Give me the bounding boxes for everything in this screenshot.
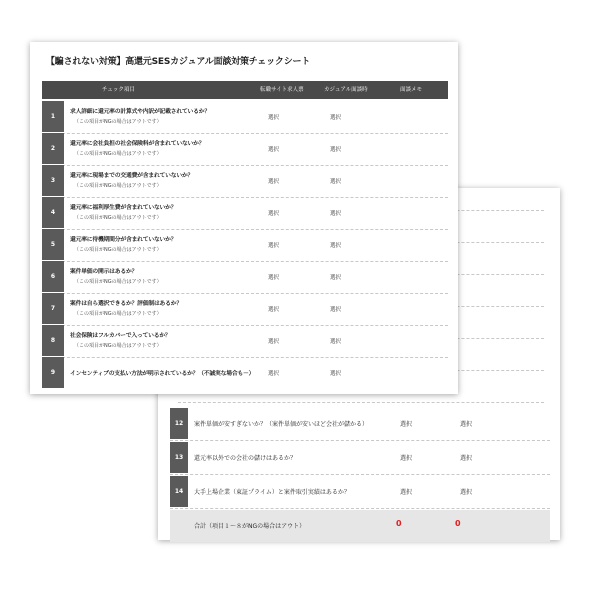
select-interview[interactable]: 選択: [330, 275, 342, 281]
select-site[interactable]: 選択: [268, 147, 280, 153]
table-row: [42, 229, 448, 262]
total-site: 0: [396, 519, 402, 528]
check-item: 還元率に会社負担の社会保険料が含まれていないか？: [70, 141, 205, 147]
table-row: [170, 476, 550, 509]
row-number: 5: [42, 229, 64, 260]
table-row: [42, 197, 448, 230]
check-item: 還元率に現場までの交通費が含まれていないか？: [70, 173, 194, 179]
select-site[interactable]: 選択: [268, 371, 280, 377]
select-site[interactable]: 選択: [268, 179, 280, 185]
check-item: 案件単価が安すぎないか？（案件単価が安いほど会社が儲かる）: [194, 421, 369, 428]
front-sheet: [30, 42, 458, 394]
select-interview[interactable]: 選択: [330, 147, 342, 153]
total-row: [170, 510, 550, 542]
select-site[interactable]: 選択: [268, 115, 280, 121]
table-row: [42, 133, 448, 166]
header-check-item: チェック項目: [102, 87, 135, 93]
total-label: 合計（項目１～８がNGの場合はアウト）: [194, 523, 306, 530]
check-note: （この項目がNGの場合はアウトです）: [74, 119, 162, 125]
check-item: 還元率以外での会社の儲けはあるか？: [194, 455, 297, 462]
select-interview[interactable]: 選択: [330, 339, 342, 345]
table-row: [170, 442, 550, 475]
select-site[interactable]: 選択: [268, 211, 280, 217]
select-site[interactable]: 選択: [400, 489, 413, 496]
select-site[interactable]: 選択: [268, 275, 280, 281]
row-number: 7: [42, 293, 64, 324]
check-note: （この項目がNGの場合はアウトです）: [74, 279, 162, 285]
row-number: 3: [42, 165, 64, 196]
select-interview[interactable]: 選択: [460, 489, 473, 496]
check-note: （この項目がNGの場合はアウトです）: [74, 215, 162, 221]
row-number: 13: [170, 442, 188, 473]
row-number: 2: [42, 133, 64, 164]
total-interview: 0: [455, 519, 461, 528]
select-interview[interactable]: 選択: [330, 243, 342, 249]
select-site[interactable]: 選択: [268, 339, 280, 345]
select-site[interactable]: 選択: [400, 421, 413, 428]
select-interview[interactable]: 選択: [330, 371, 342, 377]
divider: [178, 402, 544, 403]
row-number: 1: [42, 101, 64, 132]
table-row: [42, 165, 448, 198]
row-number: 9: [42, 357, 64, 388]
table-row: [42, 293, 448, 326]
check-item: 案件単価の開示はあるか？: [70, 269, 138, 275]
table-row: [42, 261, 448, 294]
table-row: [170, 408, 550, 441]
select-site[interactable]: 選択: [268, 307, 280, 313]
check-note: （この項目がNGの場合はアウトです）: [74, 183, 162, 189]
header-casual-interview: カジュアル面談時: [324, 87, 368, 93]
table-row: [42, 357, 448, 389]
select-interview[interactable]: 選択: [330, 307, 342, 313]
table-header: [42, 81, 448, 99]
row-number: 6: [42, 261, 64, 292]
check-item: 還元率に待機期間分が含まれていないか？: [70, 237, 177, 243]
check-item: 還元率に福利厚生費が含まれていないか？: [70, 205, 177, 211]
row-number: 8: [42, 325, 64, 356]
check-note: （この項目がNGの場合はアウトです）: [74, 247, 162, 253]
select-site[interactable]: 選択: [400, 455, 413, 462]
check-note: （この項目がNGの場合はアウトです）: [74, 151, 162, 157]
sheet-title: 【騙されない対策】高還元SESカジュアル面談対策チェックシート: [46, 57, 311, 67]
header-job-site: 転職サイト求人票: [260, 87, 304, 93]
row-number: 12: [170, 408, 188, 439]
header-memo: 面談メモ: [400, 87, 423, 93]
check-item: 案件は自ら選択できるか？評価制はあるか？: [70, 301, 182, 307]
table-row: [42, 101, 448, 134]
select-interview[interactable]: 選択: [460, 421, 473, 428]
table-row: [42, 325, 448, 358]
check-item: インセンティブの支払い方法が明示されているか？（不誠実な場合も－）: [70, 371, 255, 377]
row-number: 14: [170, 476, 188, 507]
row-number: 4: [42, 197, 64, 228]
check-item: 求人詳細に還元率の計算式や内訳が記載されているか？: [70, 109, 210, 115]
select-interview[interactable]: 選択: [460, 455, 473, 462]
select-interview[interactable]: 選択: [330, 179, 342, 185]
select-site[interactable]: 選択: [268, 243, 280, 249]
check-note: （この項目がNGの場合はアウトです）: [74, 311, 162, 317]
select-interview[interactable]: 選択: [330, 211, 342, 217]
check-item: 社会保険はフルカバーで入っているか？: [70, 333, 171, 339]
select-interview[interactable]: 選択: [330, 115, 342, 121]
check-item: 大手上場企業（東証プライム）と案件取引実績はあるか？: [194, 489, 350, 496]
check-note: （この項目がNGの場合はアウトです）: [74, 343, 162, 349]
